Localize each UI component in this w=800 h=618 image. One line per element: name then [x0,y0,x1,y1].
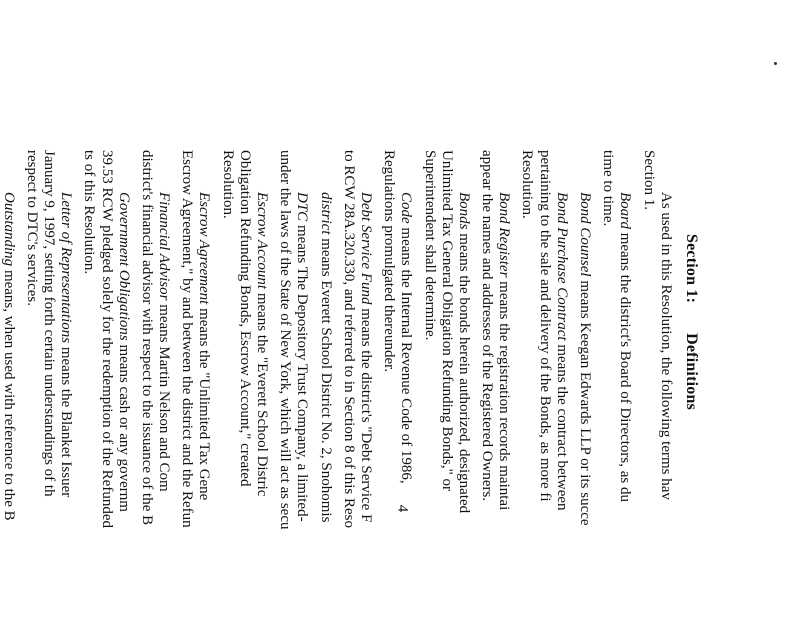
definition-escrow-account [253,150,270,618]
definition-outstanding [0,150,17,618]
definition-board [616,150,633,618]
escrow-account-line-3: Resolution. [219,150,236,219]
board-text: means the district's Board of Directors, as du [617,228,634,503]
letter-of-representations-line-3: respect to DTC's services. [23,150,40,306]
letter-of-representations-line-2: January 9, 1997, setting forth certain understandings of th [41,150,57,497]
term-financial-advisor: Financial Advisor [156,192,173,301]
outstanding-text: means, when used with reference to the B [0,266,17,521]
bond-counsel-text: means Keegan Edwards LLP or its succe [577,276,594,526]
bonds-line-2: Unlimited Tax General Obligation Refunding Bonds," or [438,150,455,491]
term-letter-of-representations: Letter of Representations [58,192,75,344]
code-text: means the Internal Revenue Code of 1986, [398,223,415,484]
term-outstanding: Outstanding [0,192,17,267]
bond-register-line-2: appear the names and addresses of the Registered Owners. [479,150,496,502]
dtc-text: means The Depository Trust Company, a limited- [294,221,311,522]
definition-escrow-agreement [195,150,212,618]
definition-financial-advisor [155,150,172,618]
definition-bonds [455,150,472,618]
term-bond-register: Bond Register [496,192,513,278]
definition-debt-service-fund [357,150,374,618]
definition-government-obligations [115,150,132,618]
bonds-line-3: Superintendent shall determine. [421,150,438,341]
bond-purchase-contract-line-3: Resolution. [519,150,536,219]
bond-purchase-contract-line-2: pertaining to the sale and delivery of the Bonds, as more fi [536,150,553,502]
term-bonds: Bonds [455,192,472,230]
dtc-line-2: under the laws of the State of New York, which will act as secu [277,150,294,530]
section-title: Definitions [683,333,700,410]
escrow-agreement-line-2: Escrow Agreement," by and between the district and the Refun [179,150,196,528]
definition-bond-counsel [576,150,593,618]
government-obligations-line-3: ts of this Resolution. [81,150,98,275]
scan-speck [774,62,777,65]
term-dtc: DTC [294,192,311,222]
section-label: Section 1: [683,234,700,304]
code-line-2: Regulations promulgated thereunder. [381,150,398,373]
term-board: Board [617,192,634,229]
definition-letter-of-representations [57,150,74,618]
district-text: means Everett School District No. 2, Snohomis [317,234,334,523]
bonds-text: means the bonds herein authorized, designated [455,229,472,514]
debt-service-fund-line-2: to RCW 28A.320.330, and referred to in Section 8 of this Reso [340,150,357,529]
bond-register-text: means the registration records maintai [496,277,513,511]
financial-advisor-line-2: district's financial advisor with respect to the issuance of the B [138,150,155,526]
bond-purchase-contract-text: means the contract between [553,340,570,511]
term-government-obligations: Government Obligations [115,192,132,341]
letter-of-representations-text: means the Blanket Issuer [58,343,75,498]
term-district: district [317,192,334,235]
term-escrow-agreement: Escrow Agreement [196,192,213,305]
section-heading [683,150,700,618]
definition-district [316,150,333,618]
definition-bond-register [495,150,512,618]
term-bond-counsel: Bond Counsel [577,192,594,277]
intro-line-1: As used in this Resolution, the following terms hav [657,192,674,500]
escrow-agreement-text: means the "Unlimited Tax Gene [196,304,213,501]
definition-bond-purchase-contract [553,150,570,618]
definition-dtc [293,150,310,618]
term-escrow-account: Escrow Account [254,192,271,290]
financial-advisor-text: means Martin Nelson and Com [156,300,173,492]
escrow-account-text: means the "Everett School Distric [254,289,271,497]
government-obligations-text: means cash or any governm [115,340,132,512]
document-body [0,150,700,618]
definition-code [397,150,414,618]
board-line-2: time to time. [600,150,617,227]
term-code: Code [398,192,415,224]
term-bond-purchase-contract: Bond Purchase Contract [553,192,570,341]
term-debt-service-fund: Debt Service Fund [358,192,374,305]
government-obligations-line-2: 39.53 RCW pledged solely for the redemption of the Refunded [98,150,115,528]
debt-service-fund-text: means the district's "Debt Service F [358,304,374,523]
page-number: 4 [394,504,411,513]
intro-line-2: Section 1. [640,150,657,210]
escrow-account-line-2: Obligation Refunding Bonds, Escrow Account," created [236,150,253,487]
